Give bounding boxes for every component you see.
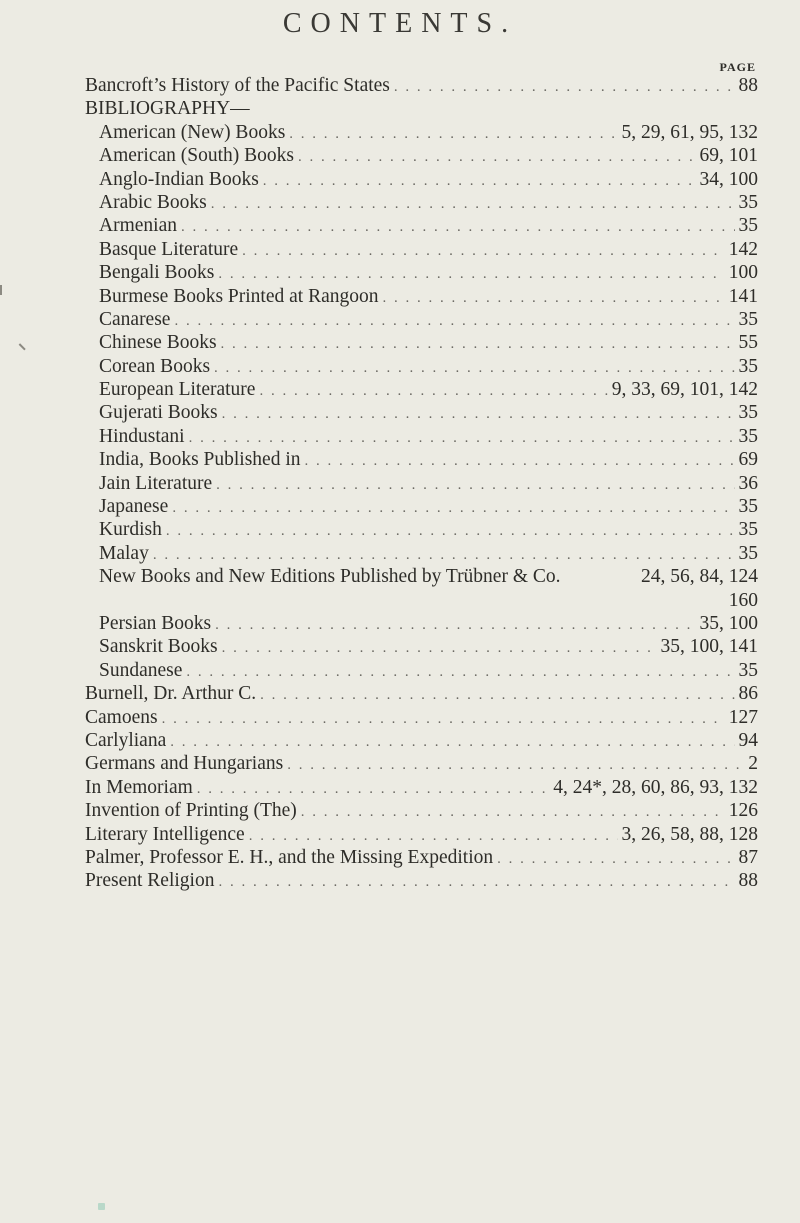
entry-pages: 2	[748, 753, 758, 775]
entry-label: Anglo-Indian Books	[99, 168, 259, 190]
entry-pages: 69, 101	[699, 145, 758, 167]
entry-pages: 88	[738, 75, 758, 96]
entry-label: Arabic Books	[99, 191, 207, 213]
contents-entry	[85, 473, 758, 496]
contents-entry	[85, 309, 758, 332]
entry-pages: 36	[738, 472, 758, 494]
entry-label: Invention of Printing (The)	[85, 800, 297, 822]
entry-pages: 4, 24*, 28, 60, 86, 93, 132	[553, 776, 758, 798]
entry-label: New Books and New Editions Published by Trübner & Co.	[99, 566, 561, 588]
entry-pages: 35	[738, 425, 758, 447]
entry-pages: 35	[738, 496, 758, 518]
entry-pages: 141	[728, 285, 758, 307]
entry-label: Canarese	[99, 308, 171, 330]
page-title: CONTENTS.	[282, 8, 518, 39]
contents-entry	[85, 332, 758, 355]
entry-label: Japanese	[99, 496, 169, 518]
contents-entry	[85, 496, 758, 519]
entry-label: Burmese Books Printed at Rangoon	[99, 285, 379, 307]
entry-pages: 35	[738, 402, 758, 424]
section-heading	[85, 98, 758, 121]
entry-label: India, Books Published in	[99, 449, 301, 471]
dot-leader	[298, 149, 696, 166]
entry-pages: 35, 100, 141	[660, 636, 758, 658]
contents-entry	[85, 239, 758, 262]
entry-pages: 88	[738, 870, 758, 892]
contents-entry	[85, 426, 758, 449]
entry-pages: 5, 29, 61, 95, 132	[621, 121, 758, 143]
entry-pages: 35	[738, 519, 758, 541]
entry-label: Malay	[99, 542, 149, 564]
dot-leader	[289, 126, 617, 143]
contents-list	[85, 75, 758, 894]
entry-label: BIBLIOGRAPHY—	[85, 98, 250, 120]
contents-entry	[85, 870, 758, 893]
dot-leader	[222, 640, 657, 657]
entry-label: Camoens	[85, 706, 158, 728]
contents-entry	[85, 75, 758, 98]
contents-entry	[85, 356, 758, 379]
contents-entry	[85, 777, 758, 800]
entry-pages: 34, 100	[699, 168, 758, 190]
contents-entry	[85, 543, 758, 566]
entry-pages: 69	[738, 449, 758, 471]
entry-label: Present Religion	[85, 870, 215, 892]
dot-leader	[166, 523, 735, 540]
entry-pages: 55	[738, 332, 758, 354]
dot-leader	[172, 500, 734, 517]
dot-leader	[221, 336, 735, 353]
entry-label: Palmer, Professor E. H., and the Missing Expedition	[85, 846, 494, 868]
contents-entry	[85, 402, 758, 425]
entry-label: Basque Literature	[99, 238, 239, 260]
entry-pages: 35	[738, 191, 758, 213]
contents-entry	[85, 636, 758, 659]
dot-leader	[211, 196, 735, 213]
entry-label: Sundanese	[99, 659, 183, 681]
contents-entry	[85, 847, 758, 870]
dot-leader	[186, 664, 734, 681]
entry-pages: 3, 26, 58, 88, 128	[621, 823, 758, 845]
entry-pages: 35	[738, 308, 758, 330]
contents-entry	[85, 800, 758, 823]
dot-leader	[181, 219, 735, 236]
dot-leader	[263, 173, 696, 190]
dot-leader	[216, 477, 734, 494]
dot-leader	[153, 547, 735, 564]
contents-entry	[85, 590, 758, 613]
contents-entry	[85, 824, 758, 847]
dot-leader	[394, 79, 735, 96]
entry-pages: 94	[738, 729, 758, 751]
margin-mark	[0, 285, 10, 295]
contents-entry	[85, 449, 758, 472]
contents-entry	[85, 145, 758, 168]
dot-leader	[260, 687, 734, 704]
entry-pages: 24, 56, 84, 124	[641, 566, 758, 588]
entry-label: American (New) Books	[99, 121, 286, 143]
dot-leader	[214, 360, 734, 377]
entry-label: Bancroft’s History of the Pacific States	[85, 75, 390, 96]
dot-leader	[249, 828, 618, 845]
entry-pages: 100	[728, 262, 758, 284]
entry-label: Jain Literature	[99, 472, 213, 494]
entry-pages: 86	[738, 683, 758, 705]
dot-leader	[218, 266, 724, 283]
entry-pages: 142	[728, 238, 758, 260]
entry-label: Kurdish	[99, 519, 162, 541]
entry-pages: 35, 100	[699, 612, 758, 634]
entry-label: In Memoriam	[85, 776, 193, 798]
dot-leader	[170, 734, 734, 751]
dot-leader	[287, 757, 744, 774]
entry-label: Burnell, Dr. Arthur C.	[85, 683, 257, 705]
entry-label: Germans and Hungarians	[85, 753, 284, 775]
entry-label: European Literature	[99, 379, 256, 401]
entry-pages: 35	[738, 355, 758, 377]
dot-leader	[197, 781, 549, 798]
entry-label: Chinese Books	[99, 332, 217, 354]
dot-leader	[382, 290, 724, 307]
dot-leader	[222, 406, 735, 423]
dot-leader	[259, 383, 607, 400]
contents-entry	[85, 169, 758, 192]
contents-entry	[85, 730, 758, 753]
entry-label: Bengali Books	[99, 262, 215, 284]
entry-pages: 160	[728, 589, 758, 611]
contents-entry	[85, 519, 758, 542]
contents-entry	[85, 660, 758, 683]
contents-entry	[85, 707, 758, 730]
contents-entry	[85, 192, 758, 215]
entry-label: Armenian	[99, 215, 177, 237]
dot-leader	[305, 453, 735, 470]
dot-leader	[162, 711, 725, 728]
entry-label: Persian Books	[99, 612, 212, 634]
margin-mark	[19, 338, 32, 351]
paper-spot	[98, 1203, 105, 1210]
entry-label: Carlyliana	[85, 729, 167, 751]
entry-pages: 35	[738, 215, 758, 237]
entry-pages: 127	[728, 706, 758, 728]
dot-leader	[215, 617, 695, 634]
entry-pages: 35	[738, 542, 758, 564]
contents-entry	[85, 379, 758, 402]
contents-entry	[85, 262, 758, 285]
page-column-heading: PAGE	[719, 60, 756, 74]
entry-pages: 87	[738, 846, 758, 868]
contents-entry	[85, 566, 758, 589]
dot-leader	[218, 874, 734, 891]
entry-label: Literary Intelligence	[85, 823, 245, 845]
contents-entry	[85, 613, 758, 636]
entry-label: American (South) Books	[99, 145, 294, 167]
entry-label: Sanskrit Books	[99, 636, 218, 658]
entry-pages: 9, 33, 69, 101, 142	[611, 379, 758, 401]
entry-label: Gujerati Books	[99, 402, 218, 424]
dot-leader	[189, 430, 735, 447]
contents-entry	[85, 122, 758, 145]
dot-leader	[242, 243, 725, 260]
contents-entry	[85, 286, 758, 309]
contents-entry	[85, 753, 758, 776]
contents-entry	[85, 683, 758, 706]
entry-label: Hindustani	[99, 425, 185, 447]
entry-label: Corean Books	[99, 355, 211, 377]
contents-entry	[85, 215, 758, 238]
entry-pages: 35	[738, 659, 758, 681]
dot-leader	[497, 851, 734, 868]
dot-leader	[174, 313, 734, 330]
entry-pages: 126	[728, 800, 758, 822]
dot-leader	[301, 804, 725, 821]
